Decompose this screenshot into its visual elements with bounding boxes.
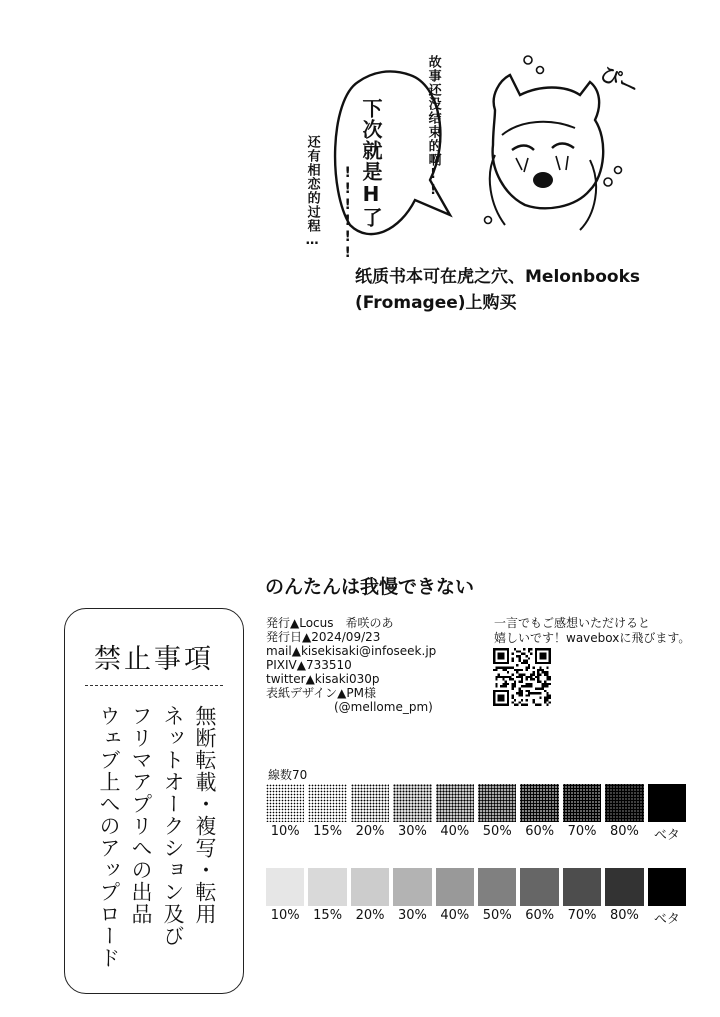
screentone-label: 50% xyxy=(482,824,512,839)
grayscale-swatch xyxy=(563,868,601,906)
screentone-swatch xyxy=(266,784,304,822)
screentone-label: 15% xyxy=(313,824,343,839)
purchase-info-line2: (Fromagee)上购买 xyxy=(355,293,517,313)
screentone-label: 40% xyxy=(440,824,470,839)
grayscale-swatch xyxy=(308,868,346,906)
screentone-label: 20% xyxy=(355,824,385,839)
grayscale-swatch xyxy=(605,868,643,906)
prohibited-title: 禁止事項 xyxy=(94,644,214,675)
feedback-line1: 一言でもご感想いただけると xyxy=(494,616,651,630)
speech-bubble-exclaim: !!!!!! xyxy=(339,165,356,261)
screentone-label: 60% xyxy=(525,824,555,839)
colophon-date: 発行日▲2024/09/23 xyxy=(266,630,381,644)
prohibited-item: ウェブ上へのアップロード xyxy=(97,705,121,969)
grayscale-swatch-row xyxy=(266,868,686,906)
screentone-swatch xyxy=(436,784,474,822)
colophon-designer-handle: (@mellome_pm) xyxy=(334,700,433,714)
screentone-label: 10% xyxy=(270,824,300,839)
prohibited-item: フリマアプリへの出品 xyxy=(129,705,153,925)
book-title: のんたんは我慢できない xyxy=(265,576,475,598)
screentone-swatch xyxy=(605,784,643,822)
grayscale-label: 50% xyxy=(482,908,512,923)
screentone-swatch-row xyxy=(266,784,686,822)
grayscale-label: 20% xyxy=(355,908,385,923)
prohibited-item: ネットオークション及び xyxy=(161,705,185,947)
grayscale-label: 40% xyxy=(440,908,470,923)
feedback-message xyxy=(494,616,690,646)
grayscale-label: 30% xyxy=(397,908,427,923)
grayscale-swatch xyxy=(520,868,558,906)
prohibited-list xyxy=(93,705,221,975)
screentone-label-row xyxy=(266,824,686,843)
screentone-label: 30% xyxy=(397,824,427,839)
line-count-label: 線数70 xyxy=(268,768,308,782)
purchase-info-line1: 纸质书本可在虎之穴、Melonbooks xyxy=(355,267,641,287)
colophon-publisher: 発行▲Locus 希咲のあ xyxy=(266,616,394,630)
screentone-swatch xyxy=(308,784,346,822)
grayscale-swatch xyxy=(436,868,474,906)
grayscale-label: 60% xyxy=(525,908,555,923)
screentone-swatch xyxy=(478,784,516,822)
screentone-label: 70% xyxy=(567,824,597,839)
comic-panel xyxy=(290,40,710,330)
screentone-label: 80% xyxy=(610,824,639,839)
prohibited-item: 無断転載・複写・転用 xyxy=(193,705,217,925)
screentone-swatch xyxy=(563,784,601,822)
grayscale-label-row xyxy=(266,908,686,927)
grayscale-swatch xyxy=(478,868,516,906)
speech-romance-process: 还有相恋的过程… xyxy=(304,135,320,249)
grayscale-swatch xyxy=(648,868,686,906)
screentone-swatch xyxy=(351,784,389,822)
speech-bubble-main: 下次就是H了 xyxy=(359,98,383,228)
screentone-swatch xyxy=(648,784,686,822)
sound-effect: ぴー xyxy=(596,60,643,101)
grayscale-swatch xyxy=(351,868,389,906)
screentone-swatch xyxy=(393,784,431,822)
grayscale-swatch xyxy=(393,868,431,906)
grayscale-label: 10% xyxy=(270,908,300,923)
grayscale-label: 80% xyxy=(610,908,639,923)
grayscale-label: 70% xyxy=(567,908,597,923)
screentone-swatch xyxy=(520,784,558,822)
feedback-line2: 嬉しいです！waveboxに飛びます。 xyxy=(494,631,691,645)
grayscale-swatch xyxy=(266,868,304,906)
grayscale-label: ベタ xyxy=(653,912,680,927)
colophon-twitter[interactable]: twitter▲kisaki030p xyxy=(266,672,380,686)
qr-code-icon[interactable] xyxy=(493,648,551,706)
speech-story-not-over: 故事还没结束的啊!! xyxy=(425,55,441,199)
grayscale-label: 15% xyxy=(313,908,343,923)
colophon-pixiv[interactable]: PIXIV▲733510 xyxy=(266,658,352,672)
screentone-label: ベタ xyxy=(653,828,680,843)
colophon-cover-design: 表紙デザイン▲PM様 xyxy=(266,686,376,700)
prohibited-divider xyxy=(85,685,223,686)
colophon-mail[interactable]: mail▲kisekisaki@infoseek.jp xyxy=(266,644,437,658)
colophon xyxy=(266,616,436,714)
prohibited-items-box xyxy=(64,608,244,994)
